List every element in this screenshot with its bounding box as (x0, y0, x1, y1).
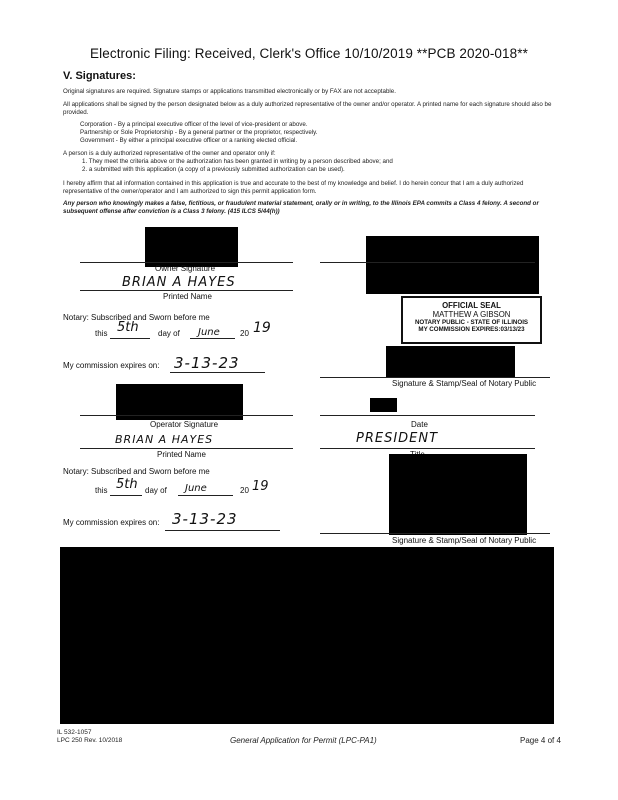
seal-notary-name: MATTHEW A GIBSON (432, 309, 511, 319)
redacted-section (60, 547, 554, 724)
operator-printed-name-line (80, 448, 293, 449)
owner-this-label: this (95, 329, 108, 338)
owner-printed-name-line (80, 290, 293, 291)
duly-authorized-note: A person is a duly authorized representative of the owner and operator only if: (63, 150, 276, 157)
owner-day-line (110, 338, 150, 339)
operator-printed-name-label: Printed Name (157, 450, 206, 459)
operator-year-prefix: 20 (240, 486, 249, 495)
operator-notary-subscribed: Notary: Subscribed and Sworn before me (63, 467, 210, 476)
seal-expiration: MY COMMISSION EXPIRES:03/13/23 (418, 326, 525, 334)
owner-commission-label: My commission expires on: (63, 361, 160, 370)
operator-printed-name-value: BRIAN A HAYES (115, 433, 214, 446)
operator-day-value: 5th (116, 477, 138, 492)
owner-month-line (190, 338, 235, 339)
operator-signature-line (80, 415, 293, 416)
operator-date-label: Date (411, 420, 428, 429)
section-title: V. Signatures: (63, 70, 136, 82)
owner-commission-line (170, 372, 265, 373)
government-rule: Government - By either a principal executive officer or a ranking elected official. (80, 137, 298, 144)
criteria-item-1: 1. They meet the criteria above or the authorization has been granted in writing by a person described above; and (82, 158, 393, 165)
operator-signature-label: Operator Signature (150, 420, 219, 429)
operator-this-label: this (95, 486, 108, 495)
operator-month-value: June (185, 483, 207, 494)
operator-date-line (320, 415, 535, 416)
operator-day-label: day of (145, 486, 167, 495)
redacted-owner-notary-signature (386, 346, 515, 378)
operator-day-line (110, 495, 142, 496)
owner-notary-subscribed: Notary: Subscribed and Sworn before me (63, 313, 210, 322)
owner-signature-line (80, 262, 293, 263)
form-id-2: LPC 250 Rev. 10/2018 (57, 737, 123, 744)
owner-printed-name-label: Printed Name (163, 292, 212, 301)
owner-date-line (320, 262, 535, 263)
owner-year-prefix: 20 (240, 329, 249, 338)
operator-commission-label: My commission expires on: (63, 518, 160, 527)
operator-year-value: 19 (252, 479, 269, 494)
operator-month-line (178, 495, 233, 496)
operator-commission-value: 3-13-23 (172, 510, 238, 528)
partnership-rule: Partnership or Sole Proprietorship - By a general partner or the proprietor, respectively. (80, 129, 318, 136)
owner-day-value: 5th (117, 320, 139, 335)
redacted-owner-signature (145, 227, 238, 267)
operator-notary-stamp-label: Signature & Stamp/Seal of Notary Public (392, 536, 537, 545)
redacted-operator-notary-seal (389, 454, 527, 535)
owner-notary-line (320, 377, 550, 378)
official-notary-seal (401, 296, 542, 344)
seal-state: NOTARY PUBLIC - STATE OF ILLINOIS (414, 319, 529, 326)
page-number: Page 4 of 4 (520, 736, 561, 745)
all-applications-note: All applications shall be signed by the person designated below as a duly authorized representative of the owner and/or operator. A printed name for each signature should also be provided. (63, 101, 552, 116)
owner-notary-stamp-label: Signature & Stamp/Seal of Notary Public (392, 379, 537, 388)
criteria-item-2: 2. a submitted with this application (a copy of a previously submitted authorization can be used). (82, 166, 345, 173)
affirmation-statement: I hereby affirm that all information contained in this application is true and accurate to the best of my knowledge and belief. I do herein concur that I am a duly authorized representative of the owner/operator and I am authorized to sign this permit application form. (63, 180, 524, 195)
form-title: General Application for Permit (LPC-PA1) (230, 736, 377, 745)
owner-month-value: June (198, 327, 220, 338)
operator-title-line (320, 448, 535, 449)
original-signatures-note: Original signatures are required. Signature stamps or applications transmitted electronically or by FAX are not acceptable. (63, 88, 396, 95)
filing-header: Electronic Filing: Received, Clerk's Office 10/10/2019 **PCB 2020-018** (90, 46, 528, 61)
seal-title: OFFICIAL SEAL (442, 301, 501, 310)
operator-notary-line (320, 533, 550, 534)
felony-warning: Any person who knowingly makes a false, fictitious, or fraudulent material statement, orally or in writing, to the Illinois EPA commits a Class 4 felony. A second or subsequent offense after conviction is a Class 3 felony. (415 ILCS 5/44(h)) (63, 200, 539, 215)
redacted-operator-date (370, 398, 397, 412)
operator-commission-line (165, 530, 280, 531)
owner-signature-label: Owner Signature (155, 264, 216, 273)
redacted-owner-date (366, 236, 539, 294)
owner-year-value: 19 (253, 320, 271, 336)
corporation-rule: Corporation - By a principal executive officer of the level of vice-president or above. (80, 121, 308, 128)
owner-commission-value: 3-13-23 (174, 354, 240, 372)
form-id-1: IL 532-1057 (57, 729, 92, 736)
owner-day-label: day of (158, 329, 180, 338)
owner-printed-name-value: BRIAN A HAYES (122, 275, 236, 290)
operator-title-value: PRESIDENT (356, 431, 439, 446)
